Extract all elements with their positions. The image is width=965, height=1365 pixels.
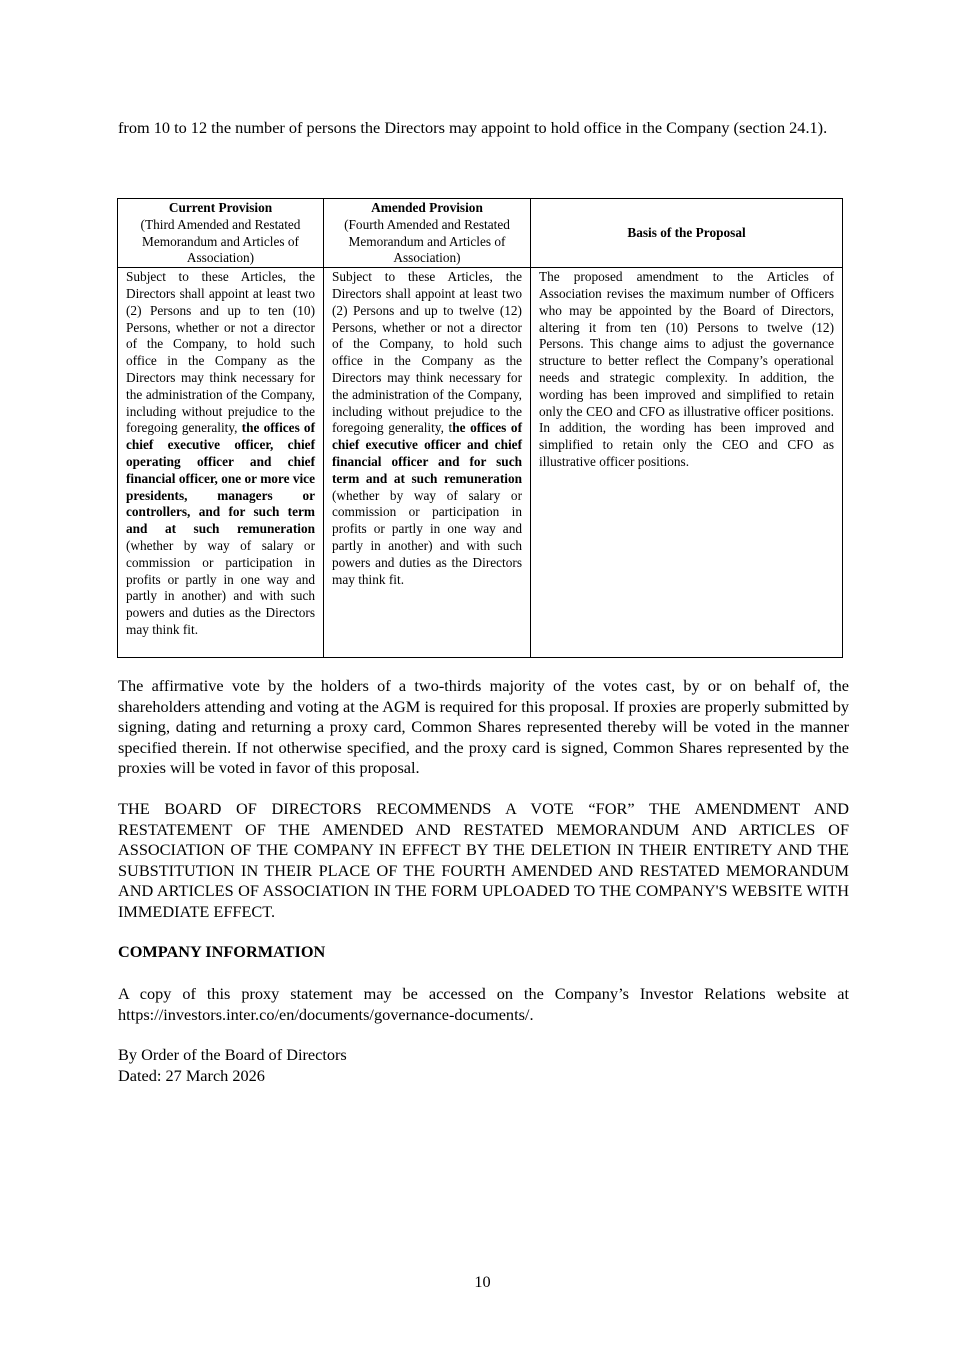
signoff-date: Dated: 27 March 2026 [118,1066,265,1085]
table-row [118,268,843,658]
amended-provision-header [324,199,531,268]
signoff-line-1: By Order of the Board of Directors [118,1045,347,1064]
current-provision-header [118,199,324,268]
company-info-heading: COMPANY INFORMATION [118,942,326,961]
basis-text: The proposed amendment to the Articles of Association revises the maximum number of Officers who may be appointed by the Board of Directors, altering it from ten (10) Persons to twelve (12) Persons. This change aims to adjust the governance structure to better reflect the Company’s operational needs and strategic complexity. In addition, the wording has been improved and simplified to retain only the CEO and CFO as illustrative officer positions. In addition, the wording has been improved and simplified to retain only the CEO and CFO as illustrative officer positions. [539,269,834,469]
amended-provision-subtitle: (Fourth Amended and Restated Memorandum and Articles of Association) [344,216,510,266]
current-provision-title: Current Provision [168,200,273,215]
amended-provision-cell [324,268,531,658]
current-text-bold: the offices of chief executive officer, chief operating officer and chief financial officer, one or more vice presidents, managers or controllers, and for such term and at such remuneration [126,420,315,537]
company-info-paragraph: A copy of this proxy statement may be accessed on the Company’s Investor Relations website at https://investors.inter.co/en/documents/governance-documents/. [118,984,849,1024]
amended-text-bold: he offices of chief executive officer and chief financial officer and for such term and at such remuneration [332,420,522,486]
basis-header [531,199,843,268]
current-provision-cell [118,268,324,658]
current-text-pre: Subject to these Articles, the Directors shall appoint at least two (2) Persons and up to ten (10) Persons, whether or not a director of the Company, to hold such office in the Company as the Directors may think necessary for the administration of the Company, including without prejudice to the foregoing generality, [126,269,315,436]
board-recommendation: THE BOARD OF DIRECTORS RECOMMENDS A VOTE “FOR” THE AMENDMENT AND RESTATEMENT OF THE AMENDED AND RESTATED MEMORANDUM AND ARTICLES OF ASSOCIATION OF THE COMPANY IN EFFECT BY THE DELETION IN THEIR ENTIRETY AND THE SUBSTITUTION IN THEIR PLACE OF THE FOURTH AMENDED AND RESTATED MEMORANDUM AND ARTICLES OF ASSOCIATION IN THE FORM UPLOADED TO THE COMPANY'S WEBSITE WITH IMMEDIATE EFFECT. [118,799,849,921]
page-number: 10 [474,1272,491,1291]
current-text-post: (whether by way of salary or commission or participation in profits or partly in one way and partly in another) and with such powers and duties as the Directors may think fit. [126,537,315,637]
provision-comparison-table [117,198,843,658]
vote-paragraph: The affirmative vote by the holders of a two-thirds majority of the votes cast, by or on behalf of, the shareholders attending and voting at the AGM is required for this proposal. If proxies are properly submitted by signing, dating and returning a proxy card, Common Shares represented thereby will be voted in the manner specified therein. If not otherwise specified, and the proxy card is signed, Common Shares represented by the proxies will be voted in favor of this proposal. [118,676,849,778]
basis-cell [531,268,843,658]
intro-paragraph: from 10 to 12 the number of persons the Directors may appoint to hold office in the Company (section 24.1). [118,118,828,137]
basis-title: Basis of the Proposal [627,225,746,241]
amended-text-pre: Subject to these Articles, the Directors shall appoint at least two (2) Persons and up to twelve (12) Persons, whether or not a director of the Company, to hold such office in the Company as the Directors may think necessary for the administration of the Company, including without prejudice to the foregoing generality, t [332,269,522,436]
amended-text-post: (whether by way of salary or commission or participation in profits or partly in one way and partly in another) and with such powers and duties as the Directors may think fit. [332,487,522,587]
amended-provision-title: Amended Provision [371,200,483,215]
table-header-row [118,199,843,268]
current-provision-subtitle: (Third Amended and Restated Memorandum and Articles of Association) [140,216,301,266]
